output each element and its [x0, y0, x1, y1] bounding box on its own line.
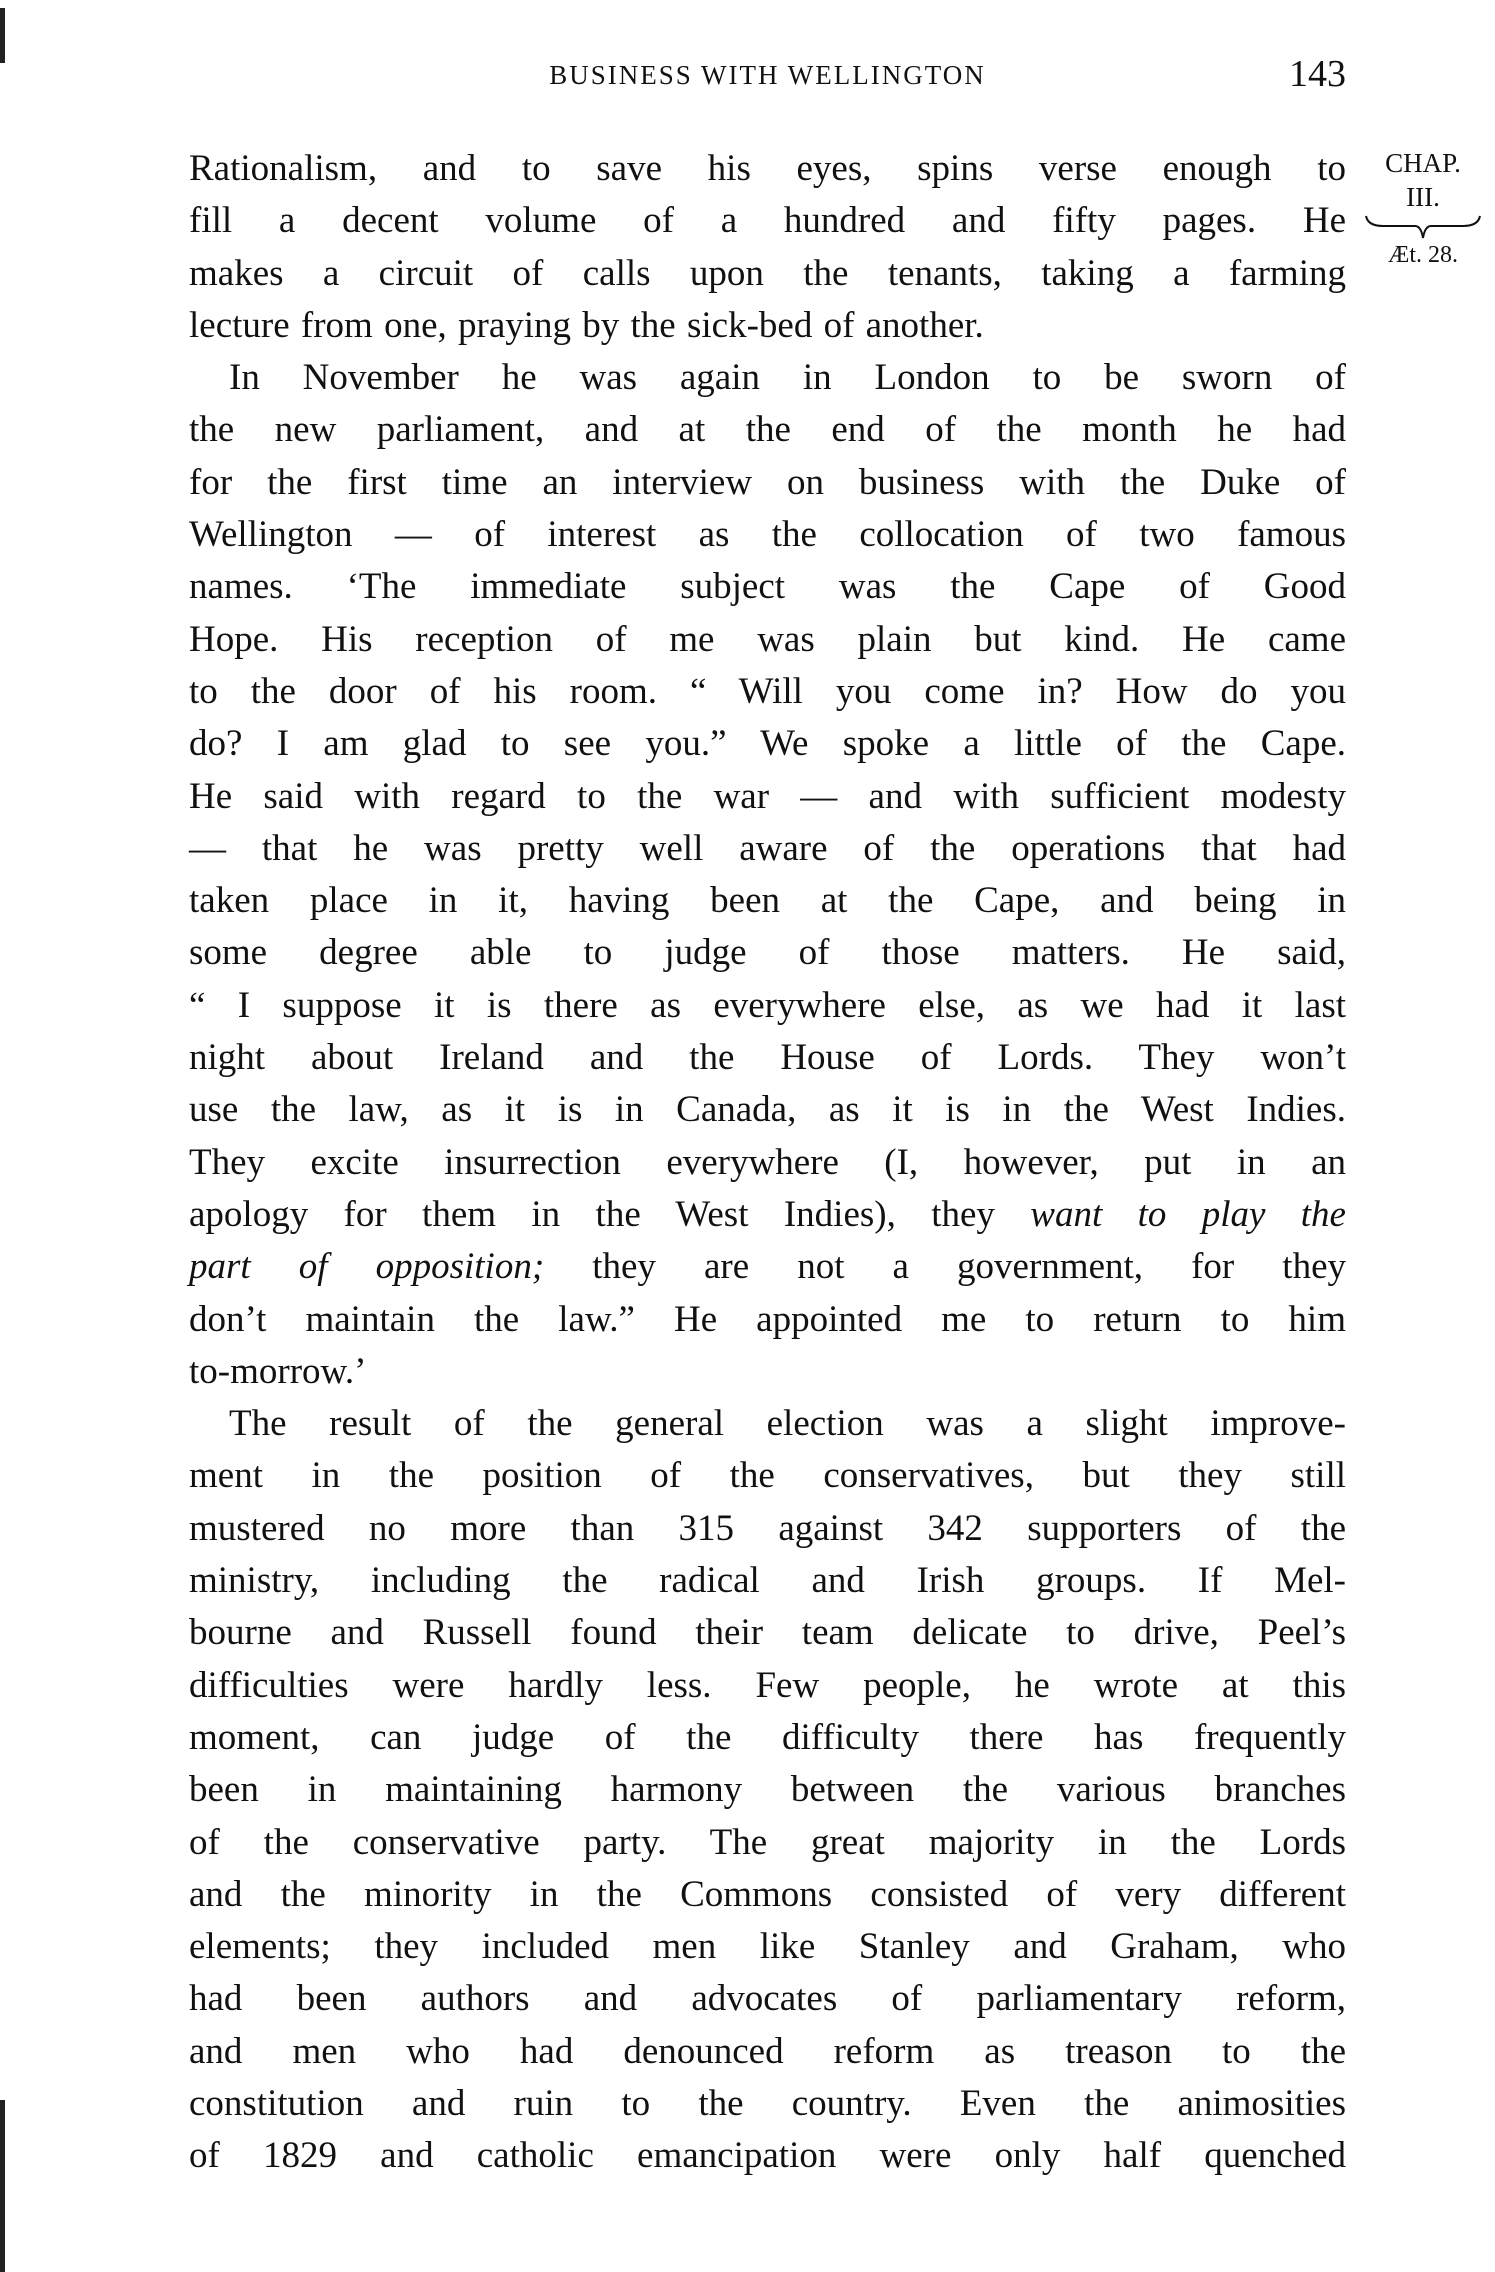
line-text: Hope. His reception of me was plain but kind. He came	[189, 618, 1346, 660]
line-text: In November he was again in London to be sworn of	[229, 357, 1346, 399]
line-text: He said with regard to the war — and with sufficient modesty	[189, 775, 1346, 817]
chapter-label: CHAP.	[1385, 148, 1461, 178]
line-text: apology for them in the West Indies), they	[189, 1193, 1031, 1235]
text-line	[189, 1764, 1346, 1816]
line-text: — that he was pretty well aware of the operations that had	[189, 827, 1346, 869]
line-text: they are not a government, for they	[544, 1246, 1346, 1288]
line-text: and the minority in the Commons consisted of very different	[189, 1873, 1346, 1915]
line-text: use the law, as it is in Canada, as it is in the West Indies.	[189, 1089, 1346, 1131]
text-line	[189, 1294, 1346, 1346]
text-line	[189, 404, 1346, 456]
text-line	[189, 509, 1346, 561]
line-text: night about Ireland and the House of Lords. They won’t	[189, 1037, 1346, 1079]
line-text: ment in the position of the conservatives, but they still	[189, 1455, 1346, 1497]
text-line	[189, 1346, 1346, 1398]
line-text: the new parliament, and at the end of the month he had	[189, 409, 1346, 451]
line-text: fill a decent volume of a hundred and fifty pages. He	[189, 200, 1346, 242]
line-text: bourne and Russell found their team delicate to drive, Peel’s	[189, 1612, 1346, 1654]
line-text: elements; they included men like Stanley and Graham, who	[189, 1926, 1346, 1968]
text-line	[189, 875, 1346, 927]
text-line	[189, 927, 1346, 979]
text-line	[189, 300, 1346, 352]
line-text: moment, can judge of the difficulty there has frequently	[189, 1716, 1346, 1758]
text-line	[189, 614, 1346, 666]
line-text: and men who had denounced reform as treason to the	[189, 2030, 1346, 2072]
line-text: “ I suppose it is there as everywhere else, as we had it last	[189, 984, 1346, 1026]
brace-icon	[1363, 214, 1483, 240]
line-text: do? I am glad to see you.” We spoke a little of the Cape.	[189, 723, 1346, 765]
body-text	[189, 143, 1346, 2183]
text-line	[189, 1398, 1346, 1450]
text-line	[189, 771, 1346, 823]
text-line	[189, 1973, 1346, 2025]
line-text: taken place in it, having been at the Cape, and being in	[189, 880, 1346, 922]
text-line	[189, 1555, 1346, 1607]
italic-text: part of opposition;	[189, 1246, 545, 1288]
text-line	[189, 1241, 1346, 1293]
line-text: mustered no more than 315 against 342 supporters of the	[189, 1507, 1346, 1549]
line-text: constitution and ruin to the country. Even the animosities	[189, 2082, 1346, 2124]
text-line	[189, 1660, 1346, 1712]
line-text: had been authors and advocates of parliamentary reform,	[189, 1978, 1346, 2020]
text-line	[189, 1869, 1346, 1921]
line-text: of the conservative party. The great majority in the Lords	[189, 1821, 1346, 1863]
text-line	[189, 1503, 1346, 1555]
text-line	[189, 1450, 1346, 1502]
line-text: to-morrow.’	[189, 1350, 367, 1392]
line-text: makes a circuit of calls upon the tenants, taking a farming	[189, 252, 1346, 294]
text-line	[189, 561, 1346, 613]
text-line	[189, 2078, 1346, 2130]
text-line	[189, 195, 1346, 247]
text-line	[189, 666, 1346, 718]
line-text: The result of the general election was a slight improve-	[229, 1403, 1346, 1445]
running-title: BUSINESS WITH WELLINGTON	[549, 60, 986, 90]
text-line	[189, 823, 1346, 875]
line-text: They excite insurrection everywhere (I, however, put in an	[189, 1141, 1346, 1183]
text-line	[189, 143, 1346, 195]
line-text: some degree able to judge of those matters. He said,	[189, 932, 1346, 974]
line-text: ministry, including the radical and Irish groups. If Mel-	[189, 1560, 1346, 1602]
text-line	[189, 980, 1346, 1032]
line-text: lecture from one, praying by the sick-bed of another.	[189, 304, 984, 346]
text-line	[189, 1712, 1346, 1764]
line-text: of 1829 and catholic emancipation were only half quenched	[189, 2135, 1346, 2177]
line-text: for the first time an interview on business with the Duke of	[189, 461, 1346, 503]
page-edge-bottom	[0, 2100, 5, 2272]
line-text: to the door of his room. “ Will you come in? How do you	[189, 670, 1346, 712]
page-number: 143	[1289, 53, 1346, 95]
text-line	[189, 248, 1346, 300]
italic-text: want to play the	[1030, 1193, 1346, 1235]
text-line	[189, 457, 1346, 509]
age-note: Æt. 28.	[1387, 242, 1458, 268]
text-line	[189, 352, 1346, 404]
text-line	[189, 1921, 1346, 1973]
text-line	[189, 1817, 1346, 1869]
text-line	[189, 1084, 1346, 1136]
line-text: don’t maintain the law.” He appointed me to return to him	[189, 1298, 1346, 1340]
line-text: Rationalism, and to save his eyes, spins verse enough to	[189, 148, 1346, 189]
text-line	[189, 1607, 1346, 1659]
line-text: been in maintaining harmony between the various branches	[189, 1769, 1346, 1811]
text-line	[189, 2130, 1346, 2182]
page-header	[189, 52, 1346, 96]
margin-note	[1358, 146, 1488, 272]
text-line	[189, 1189, 1346, 1241]
line-text: names. ‘The immediate subject was the Cape of Good	[189, 566, 1346, 608]
page-edge-top	[0, 8, 5, 63]
text-line	[189, 718, 1346, 770]
chapter-number: III.	[1406, 182, 1440, 212]
text-line	[189, 2026, 1346, 2078]
line-text: difficulties were hardly less. Few people, he wrote at this	[189, 1664, 1346, 1706]
text-line	[189, 1137, 1346, 1189]
text-line	[189, 1032, 1346, 1084]
line-text: Wellington — of interest as the collocation of two famous	[189, 514, 1346, 556]
